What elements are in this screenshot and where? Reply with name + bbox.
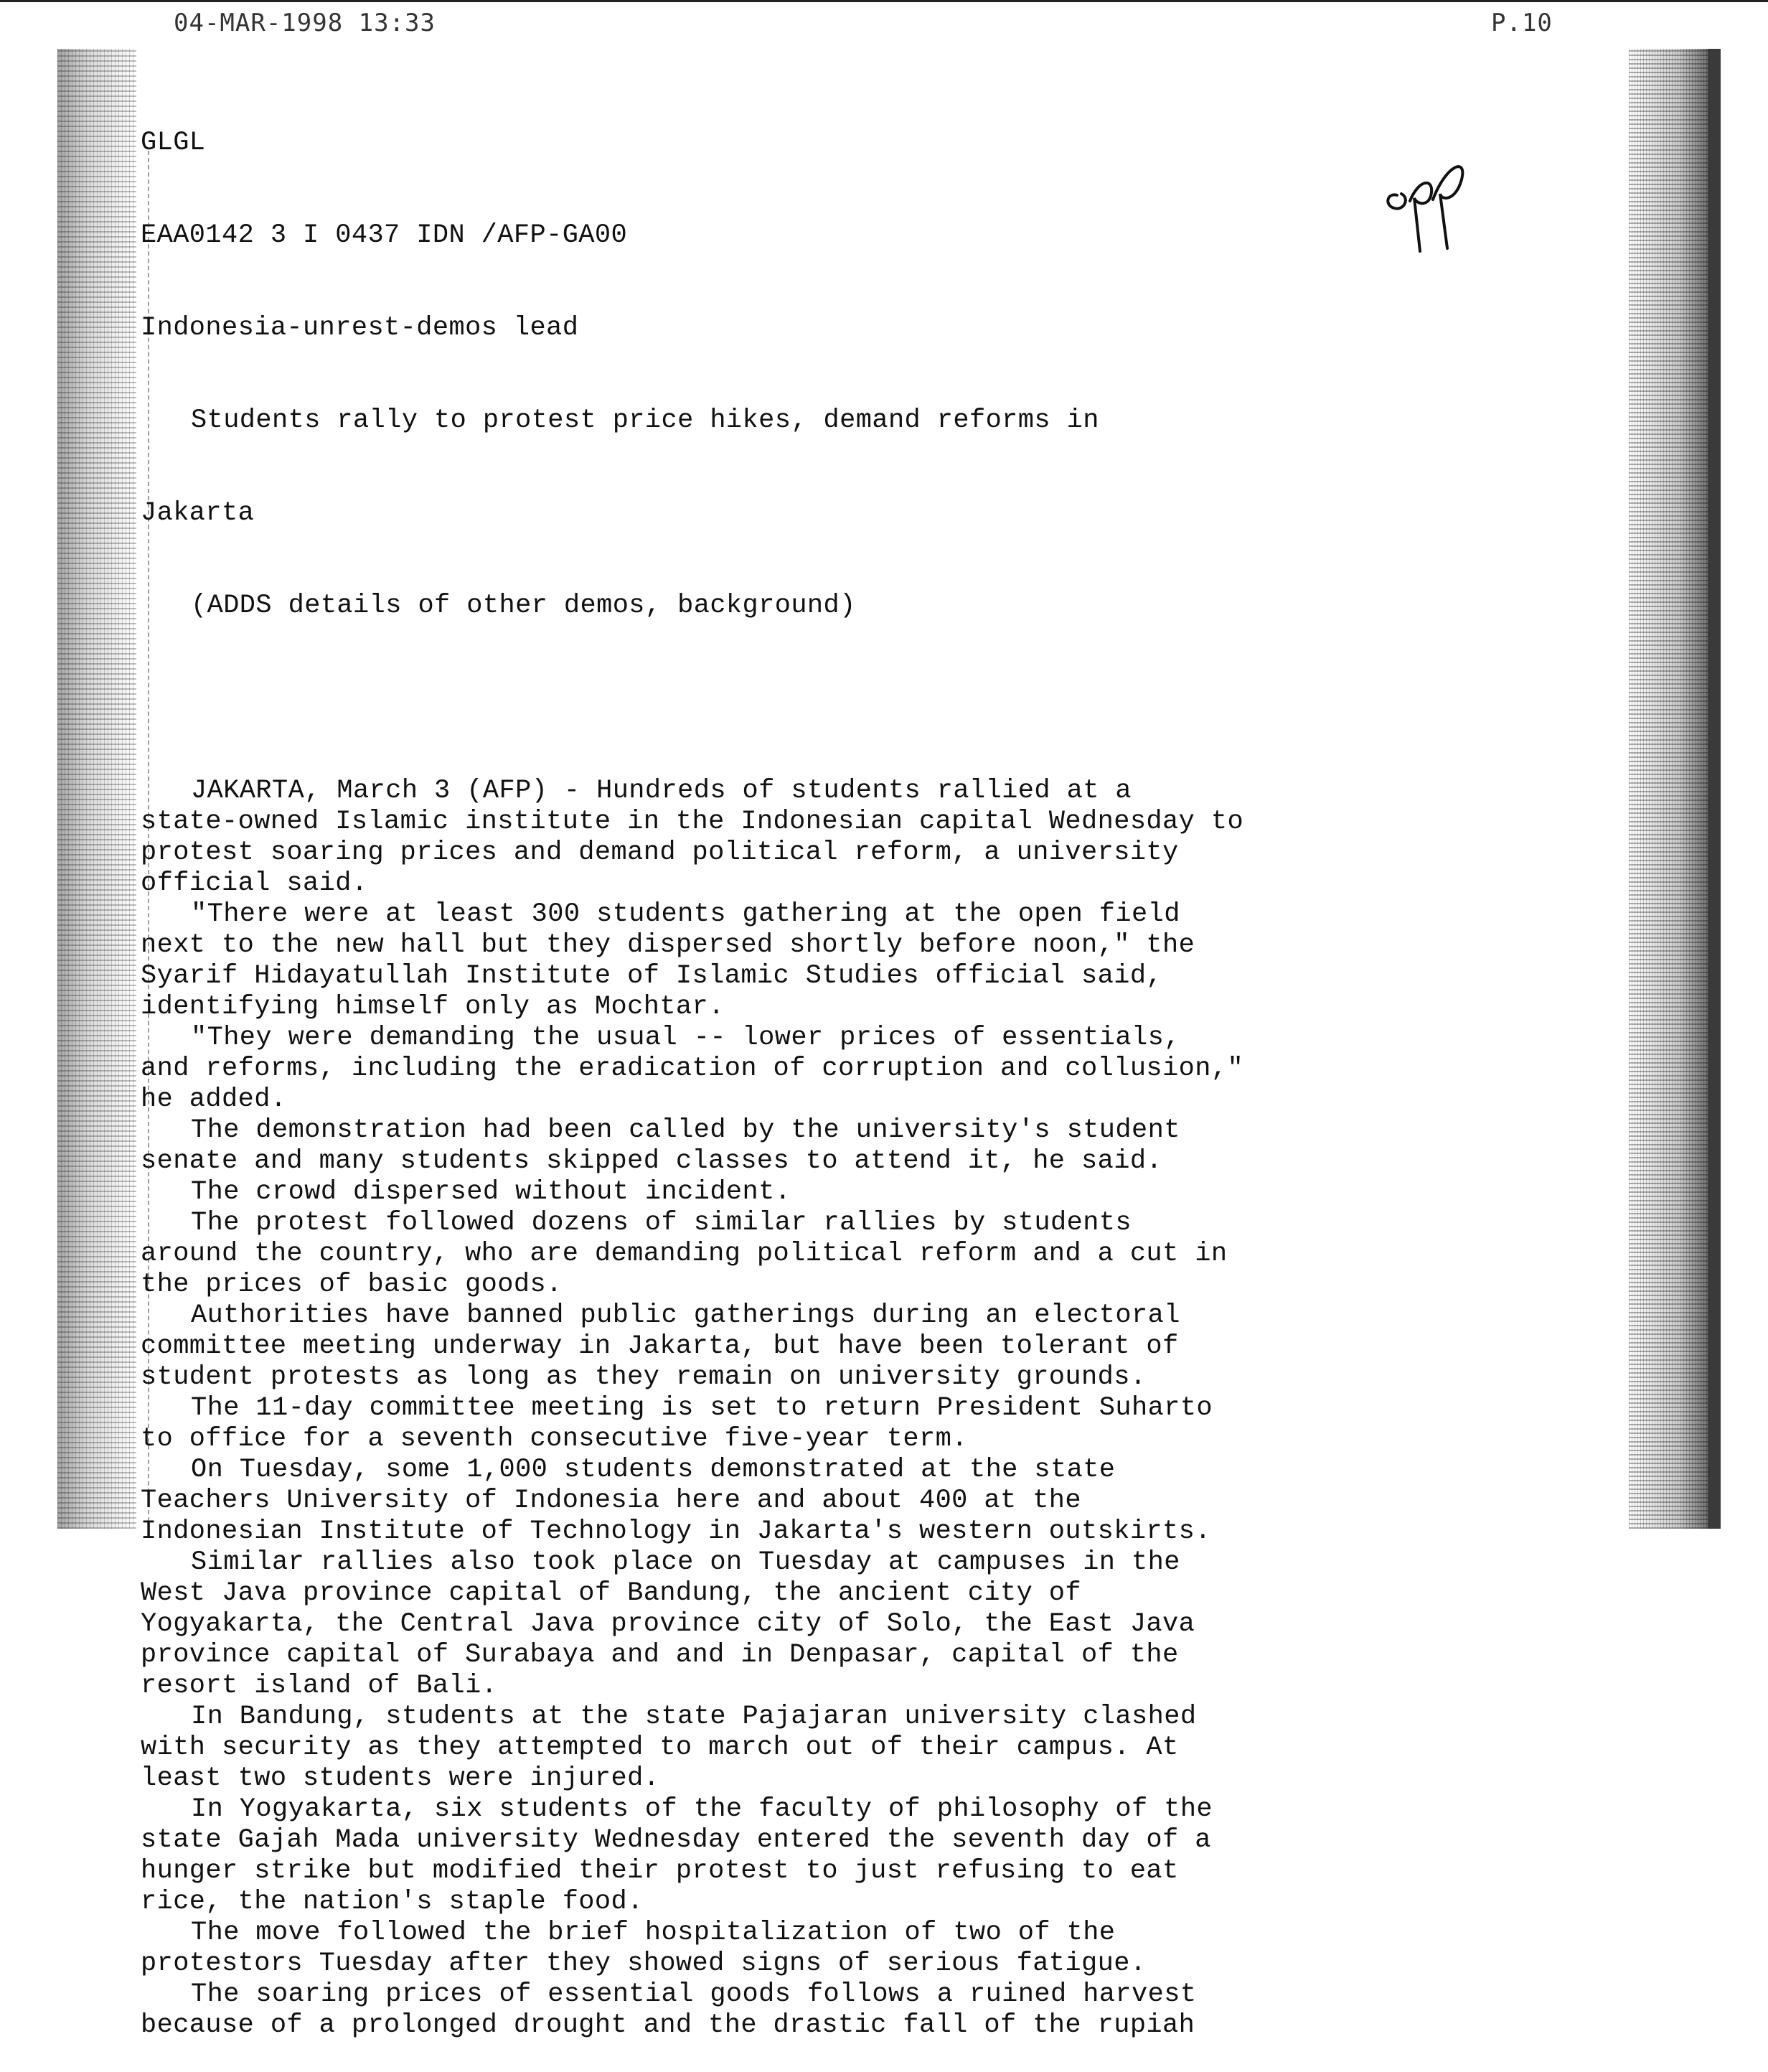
article-line: senate and many students skipped classes to attend it, he said. bbox=[141, 1146, 1163, 1176]
article-line: "They were demanding the usual -- lower prices of essentials, bbox=[191, 1023, 1180, 1053]
article-line: protestors Tuesday after they showed signs of serious fatigue. bbox=[141, 1949, 1147, 1979]
fax-timestamp: 04-MAR-1998 13:33 bbox=[174, 9, 436, 37]
article-line: the prices of basic goods. bbox=[141, 1270, 563, 1300]
article-line: Authorities have banned public gatherings during an electoral bbox=[191, 1300, 1180, 1331]
article-line: The 11-day committee meeting is set to return President Suharto bbox=[191, 1393, 1213, 1423]
article-line: next to the new hall but they dispersed shortly before noon," the bbox=[141, 930, 1195, 960]
article-line: Indonesian Institute of Technology in Jakarta's western outskirts. bbox=[141, 1517, 1211, 1547]
article-line: The protest followed dozens of similar rallies by students bbox=[191, 1208, 1132, 1238]
article-line: The soaring prices of essential goods follows a ruined harvest bbox=[191, 1979, 1197, 2010]
article-line: province capital of Surabaya and and in Denpasar, capital of the bbox=[141, 1640, 1179, 1670]
article-line: In Bandung, students at the state Pajajaran university clashed bbox=[191, 1702, 1197, 1732]
handwritten-annotation bbox=[1381, 151, 1482, 258]
article-line: least two students were injured. bbox=[141, 1763, 660, 1794]
fax-page-number: P.10 bbox=[1491, 9, 1553, 37]
wire-slug: Indonesia-unrest-demos lead bbox=[141, 313, 579, 343]
article-body bbox=[141, 776, 1317, 2041]
article-line: to office for a seventh consecutive five-year term. bbox=[141, 1424, 968, 1454]
article-line: resort island of Bali. bbox=[141, 1671, 498, 1701]
scan-edge-right bbox=[1708, 49, 1721, 1529]
article-line: because of a prolonged drought and the drastic fall of the rupiah bbox=[141, 2010, 1195, 2040]
wire-id: EAA0142 3 I 0437 IDN /AFP-GA00 bbox=[141, 220, 628, 250]
article-line: protest soaring prices and demand political reform, a university bbox=[141, 838, 1179, 868]
top-border bbox=[0, 0, 1768, 2]
wire-code: GLGL bbox=[141, 128, 206, 158]
article-line: Similar rallies also took place on Tuesday at campuses in the bbox=[191, 1547, 1180, 1578]
article-line: official said. bbox=[141, 868, 368, 899]
article-line: The demonstration had been called by the university's student bbox=[191, 1115, 1180, 1145]
article-line: Syarif Hidayatullah Institute of Islamic Studies official said, bbox=[141, 961, 1163, 991]
article-line: hunger strike but modified their protest to just refusing to eat bbox=[141, 1856, 1179, 1886]
article-line: Teachers University of Indonesia here and about 400 at the bbox=[141, 1486, 1082, 1516]
headline-line: Students rally to protest price hikes, demand reforms in bbox=[191, 406, 1099, 436]
article-line: committee meeting underway in Jakarta, but have been tolerant of bbox=[141, 1331, 1179, 1361]
article-line: around the country, who are demanding political reform and a cut in bbox=[141, 1239, 1228, 1269]
article-line: The move followed the brief hospitalization of two of the bbox=[191, 1918, 1116, 1948]
article-line: "There were at least 300 students gathering at the open field bbox=[191, 899, 1180, 929]
article-line: with security as they attempted to march out of their campus. At bbox=[141, 1733, 1179, 1763]
article-line: JAKARTA, March 3 (AFP) - Hundreds of students rallied at a bbox=[191, 776, 1132, 806]
article-line: identifying himself only as Mochtar. bbox=[141, 992, 725, 1022]
blank-line bbox=[141, 683, 1317, 714]
article-line: West Java province capital of Bandung, the ancient city of bbox=[141, 1578, 1082, 1608]
article-line: he added. bbox=[141, 1084, 287, 1115]
article-line: state Gajah Mada university Wednesday entered the seventh day of a bbox=[141, 1825, 1211, 1855]
update-note: (ADDS details of other demos, background) bbox=[191, 591, 856, 621]
scan-noise-right bbox=[1629, 49, 1721, 1529]
article-line: rice, the nation's staple food. bbox=[141, 1887, 644, 1917]
article-line: Yogyakarta, the Central Java province city of Solo, the East Java bbox=[141, 1609, 1195, 1639]
article-line: student protests as long as they remain on university grounds. bbox=[141, 1362, 1147, 1392]
news-article bbox=[141, 66, 1317, 2072]
article-line: In Yogyakarta, six students of the faculty of philosophy of the bbox=[191, 1794, 1213, 1824]
headline-line: Jakarta bbox=[141, 498, 255, 528]
article-line: and reforms, including the eradication of corruption and collusion," bbox=[141, 1054, 1244, 1084]
scan-noise-left bbox=[57, 49, 136, 1529]
article-line: state-owned Islamic institute in the Indonesian capital Wednesday to bbox=[141, 807, 1244, 837]
article-line: On Tuesday, some 1,000 students demonstrated at the state bbox=[191, 1455, 1116, 1485]
article-line: The crowd dispersed without incident. bbox=[191, 1177, 791, 1207]
fax-header bbox=[0, 6, 1768, 43]
